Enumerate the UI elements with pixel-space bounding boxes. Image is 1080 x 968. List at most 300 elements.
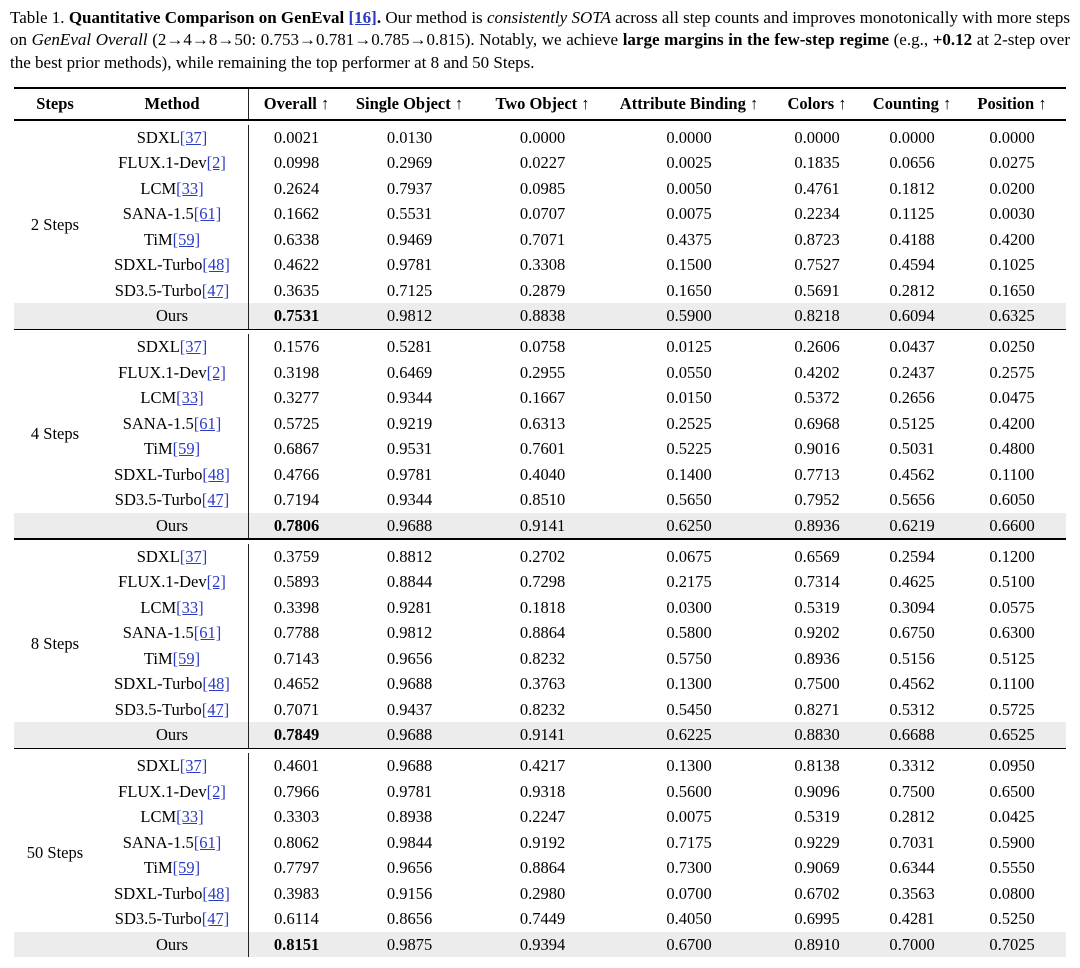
value-cell: 0.4622 bbox=[248, 252, 344, 278]
value-cell: 0.8830 bbox=[794, 725, 840, 745]
value-cell: 0.4562 bbox=[889, 674, 935, 694]
steps-cell-spacer bbox=[14, 125, 96, 151]
steps-cell-spacer bbox=[14, 753, 96, 779]
value-cell: 0.0250 bbox=[989, 337, 1035, 357]
value-cell: 0.4562 bbox=[889, 464, 935, 484]
table-row bbox=[14, 779, 1066, 805]
value-cell: 0.8723 bbox=[794, 229, 840, 249]
value-cell: 0.1400 bbox=[666, 464, 712, 484]
method-name: SD3.5-Turbo bbox=[114, 280, 202, 300]
value-cell: 0.7797 bbox=[248, 855, 344, 881]
citation-link[interactable]: [37] bbox=[179, 127, 208, 147]
method-name: SANA-1.5 bbox=[122, 623, 194, 643]
method-name: SDXL bbox=[136, 756, 180, 776]
value-cell: 0.0475 bbox=[989, 388, 1035, 408]
value-cell: 0.8232 bbox=[519, 648, 566, 668]
method-name: SDXL-Turbo bbox=[114, 464, 203, 484]
value-cell: 0.9141 bbox=[519, 515, 566, 535]
value-cell: 0.4601 bbox=[248, 753, 344, 779]
value-cell: 0.0025 bbox=[666, 153, 712, 173]
value-cell: 0.0000 bbox=[989, 127, 1035, 147]
column-header-position: Position ↑ bbox=[977, 93, 1047, 113]
value-cell: 0.2175 bbox=[666, 572, 712, 592]
value-cell: 0.8838 bbox=[519, 306, 566, 326]
steps-label: 50 Steps bbox=[26, 843, 84, 863]
column-header-colors: Colors ↑ bbox=[787, 93, 847, 113]
value-cell: 0.9229 bbox=[794, 832, 840, 852]
value-cell: 0.7500 bbox=[794, 674, 840, 694]
method-cell bbox=[96, 646, 248, 672]
value-cell: 0.6300 bbox=[989, 623, 1035, 643]
citation-link[interactable]: [61] bbox=[193, 623, 222, 643]
table-row bbox=[14, 881, 1066, 907]
method-cell bbox=[96, 830, 248, 856]
table-row bbox=[14, 150, 1066, 176]
value-cell: 0.8218 bbox=[794, 306, 840, 326]
caption-title: Quantitative Comparison on GenEval bbox=[68, 8, 349, 27]
value-cell: 0.6094 bbox=[889, 306, 935, 326]
value-cell: 0.6968 bbox=[794, 413, 840, 433]
citation-link[interactable]: [2] bbox=[206, 153, 226, 173]
value-cell: 0.5600 bbox=[666, 781, 712, 801]
value-cell: 0.6050 bbox=[989, 490, 1035, 510]
method-name: LCM bbox=[140, 388, 177, 408]
value-cell: 0.5450 bbox=[666, 699, 712, 719]
citation-link[interactable]: [2] bbox=[206, 781, 226, 801]
method-cell bbox=[96, 855, 248, 881]
value-cell: 0.7449 bbox=[519, 909, 566, 929]
steps-cell-spacer bbox=[14, 881, 96, 907]
value-cell: 0.9141 bbox=[519, 725, 566, 745]
value-cell: 0.9096 bbox=[794, 781, 840, 801]
citation-link[interactable]: [33] bbox=[176, 388, 204, 408]
value-cell: 0.9016 bbox=[794, 439, 840, 459]
value-cell: 0.0425 bbox=[989, 807, 1035, 827]
value-cell: 0.7937 bbox=[386, 178, 433, 198]
value-cell: 0.0275 bbox=[989, 153, 1035, 173]
value-cell: 0.0800 bbox=[989, 883, 1035, 903]
value-cell: 0.7031 bbox=[889, 832, 935, 852]
value-cell: 0.3277 bbox=[248, 385, 344, 411]
method-name: LCM bbox=[140, 597, 177, 617]
method-cell bbox=[96, 932, 248, 958]
citation-link[interactable]: [61] bbox=[193, 204, 222, 224]
value-cell: 0.2437 bbox=[889, 362, 935, 382]
value-cell: 0.9844 bbox=[386, 832, 433, 852]
method-name: LCM bbox=[140, 807, 177, 827]
method-cell bbox=[96, 881, 248, 907]
value-cell: 0.5531 bbox=[386, 204, 433, 224]
value-cell: 0.9781 bbox=[386, 781, 433, 801]
value-cell: 0.4800 bbox=[989, 439, 1035, 459]
method-name: SD3.5-Turbo bbox=[114, 699, 202, 719]
citation-link[interactable]: [48] bbox=[202, 883, 230, 903]
method-name: Ours bbox=[155, 306, 189, 326]
value-cell: 0.3635 bbox=[248, 278, 344, 304]
column-header-attribute-binding: Attribute Binding ↑ bbox=[619, 93, 759, 113]
method-cell bbox=[96, 671, 248, 697]
steps-cell-spacer bbox=[14, 779, 96, 805]
value-cell: 0.8656 bbox=[386, 909, 433, 929]
value-cell: 0.4766 bbox=[248, 462, 344, 488]
method-cell bbox=[96, 697, 248, 723]
citation-link[interactable]: [61] bbox=[193, 832, 222, 852]
value-cell: 0.8510 bbox=[519, 490, 566, 510]
value-cell: 0.7966 bbox=[248, 779, 344, 805]
value-cell: 0.0656 bbox=[889, 153, 935, 173]
value-cell: 0.0030 bbox=[989, 204, 1035, 224]
value-cell: 0.3763 bbox=[519, 674, 566, 694]
value-cell: 0.0550 bbox=[666, 362, 712, 382]
value-cell: 0.9437 bbox=[386, 699, 433, 719]
citation-link[interactable]: [59] bbox=[172, 648, 201, 668]
ours-row bbox=[14, 932, 1066, 958]
value-cell: 0.1650 bbox=[989, 280, 1035, 300]
value-cell: 0.0000 bbox=[519, 127, 566, 147]
steps-cell-spacer bbox=[14, 513, 96, 539]
value-cell: 0.8138 bbox=[794, 756, 840, 776]
value-cell: 0.5156 bbox=[889, 648, 935, 668]
ours-row bbox=[14, 722, 1066, 748]
table-row bbox=[14, 411, 1066, 437]
value-cell: 0.4188 bbox=[889, 229, 935, 249]
steps-cell-spacer bbox=[14, 544, 96, 570]
method-cell bbox=[96, 620, 248, 646]
value-cell: 0.0000 bbox=[889, 127, 935, 147]
value-cell: 0.2234 bbox=[794, 204, 840, 224]
value-cell: 0.0150 bbox=[666, 388, 712, 408]
method-name: SDXL bbox=[136, 546, 180, 566]
value-cell: 0.6995 bbox=[794, 909, 840, 929]
value-cell: 0.8844 bbox=[386, 572, 433, 592]
steps-cell-spacer bbox=[14, 334, 96, 360]
method-name: SD3.5-Turbo bbox=[114, 490, 202, 510]
value-cell: 0.1300 bbox=[666, 674, 712, 694]
value-cell: 0.5100 bbox=[989, 572, 1035, 592]
value-cell: 0.0575 bbox=[989, 597, 1035, 617]
value-cell: 0.7806 bbox=[248, 513, 344, 539]
table-row bbox=[14, 436, 1066, 462]
value-cell: 0.0000 bbox=[794, 127, 840, 147]
value-cell: 0.3398 bbox=[248, 595, 344, 621]
citation-link[interactable]: [33] bbox=[176, 807, 204, 827]
method-cell bbox=[96, 385, 248, 411]
value-cell: 0.4200 bbox=[989, 413, 1035, 433]
method-cell bbox=[96, 906, 248, 932]
value-cell: 0.1667 bbox=[519, 388, 566, 408]
citation-link[interactable]: [47] bbox=[201, 699, 230, 719]
method-cell bbox=[96, 360, 248, 386]
method-name: SDXL-Turbo bbox=[114, 674, 203, 694]
method-cell bbox=[96, 544, 248, 570]
group-rows bbox=[14, 334, 1066, 538]
value-cell: 0.2812 bbox=[889, 807, 935, 827]
value-cell: 0.6702 bbox=[794, 883, 840, 903]
value-cell: 0.9344 bbox=[386, 388, 433, 408]
steps-cell-spacer bbox=[14, 722, 96, 748]
value-cell: 0.7500 bbox=[889, 781, 935, 801]
value-cell: 0.5900 bbox=[666, 306, 712, 326]
table-row bbox=[14, 125, 1066, 151]
value-cell: 0.3983 bbox=[248, 881, 344, 907]
value-cell: 0.3312 bbox=[889, 756, 935, 776]
value-cell: 0.2702 bbox=[519, 546, 566, 566]
value-cell: 0.2812 bbox=[889, 280, 935, 300]
comparison-table bbox=[14, 87, 1066, 958]
table-row bbox=[14, 753, 1066, 779]
value-cell: 0.9812 bbox=[386, 306, 433, 326]
value-cell: 0.1125 bbox=[889, 204, 935, 224]
value-cell: 0.7531 bbox=[248, 303, 344, 329]
value-cell: 0.0707 bbox=[519, 204, 566, 224]
method-cell bbox=[96, 595, 248, 621]
value-cell: 0.3094 bbox=[889, 597, 935, 617]
caption-emphasis: consistently SOTA bbox=[486, 8, 611, 27]
method-name: FLUX.1-Dev bbox=[118, 572, 207, 592]
method-name: SDXL-Turbo bbox=[114, 883, 203, 903]
method-name: FLUX.1-Dev bbox=[118, 153, 207, 173]
citation-link[interactable]: [47] bbox=[201, 490, 230, 510]
caption-text: across all step counts and improves monotonically with more steps on bbox=[10, 8, 1070, 50]
value-cell: 0.4281 bbox=[889, 909, 935, 929]
value-cell: 0.5225 bbox=[666, 439, 712, 459]
value-cell: 0.7601 bbox=[519, 439, 566, 459]
table-row bbox=[14, 804, 1066, 830]
group-rows bbox=[14, 125, 1066, 329]
steps-cell-spacer bbox=[14, 671, 96, 697]
table-row bbox=[14, 569, 1066, 595]
value-cell: 0.0950 bbox=[989, 756, 1035, 776]
value-cell: 0.7788 bbox=[248, 620, 344, 646]
value-cell: 0.6219 bbox=[889, 515, 935, 535]
value-cell: 0.6325 bbox=[989, 306, 1035, 326]
value-cell: 0.5750 bbox=[666, 648, 712, 668]
value-cell: 0.5312 bbox=[889, 699, 935, 719]
caption-text: (2→4→8→50: 0.753→0.781→0.785→0.815). Notably, we achieve bbox=[147, 30, 623, 50]
value-cell: 0.8938 bbox=[386, 807, 433, 827]
value-cell: 0.9656 bbox=[386, 648, 433, 668]
value-cell: 0.4202 bbox=[794, 362, 840, 382]
method-name: SANA-1.5 bbox=[122, 204, 194, 224]
steps-cell-spacer bbox=[14, 252, 96, 278]
method-name: SANA-1.5 bbox=[122, 413, 194, 433]
value-cell: 0.3303 bbox=[248, 804, 344, 830]
method-cell bbox=[96, 779, 248, 805]
value-cell: 0.9781 bbox=[386, 255, 433, 275]
caption-text: (e.g., bbox=[889, 30, 933, 50]
column-header-steps: Steps bbox=[36, 93, 74, 113]
table-row bbox=[14, 855, 1066, 881]
group-rows bbox=[14, 753, 1066, 957]
value-cell: 0.8864 bbox=[519, 858, 566, 878]
value-cell: 0.1818 bbox=[519, 597, 566, 617]
column-header-overall: Overall ↑ bbox=[248, 89, 344, 119]
value-cell: 0.1200 bbox=[989, 546, 1035, 566]
steps-cell-spacer bbox=[14, 697, 96, 723]
value-cell: 0.9812 bbox=[386, 623, 433, 643]
value-cell: 0.0075 bbox=[666, 807, 712, 827]
steps-cell-spacer bbox=[14, 487, 96, 513]
value-cell: 0.9219 bbox=[386, 413, 433, 433]
value-cell: 0.4594 bbox=[889, 255, 935, 275]
method-name: SD3.5-Turbo bbox=[114, 909, 202, 929]
value-cell: 0.9656 bbox=[386, 858, 433, 878]
table-row bbox=[14, 697, 1066, 723]
value-cell: 0.8232 bbox=[519, 699, 566, 719]
citation-link[interactable]: [48] bbox=[202, 674, 230, 694]
value-cell: 0.0125 bbox=[666, 337, 712, 357]
ours-row bbox=[14, 513, 1066, 539]
group-rows bbox=[14, 544, 1066, 748]
value-cell: 0.8910 bbox=[794, 934, 840, 954]
value-cell: 0.8271 bbox=[794, 699, 840, 719]
value-cell: 0.9394 bbox=[519, 934, 566, 954]
steps-cell-spacer bbox=[14, 303, 96, 329]
table-row bbox=[14, 830, 1066, 856]
citation-link[interactable]: [59] bbox=[172, 229, 201, 249]
table-row bbox=[14, 671, 1066, 697]
method-cell bbox=[96, 411, 248, 437]
value-cell: 0.4050 bbox=[666, 909, 712, 929]
table-row bbox=[14, 620, 1066, 646]
value-cell: 0.9281 bbox=[386, 597, 433, 617]
value-cell: 0.6750 bbox=[889, 623, 935, 643]
value-cell: 0.5125 bbox=[989, 648, 1035, 668]
table-row bbox=[14, 646, 1066, 672]
column-header-two-object: Two Object ↑ bbox=[495, 93, 590, 113]
method-name: SDXL-Turbo bbox=[114, 255, 203, 275]
value-cell: 0.5900 bbox=[989, 832, 1035, 852]
method-cell bbox=[96, 804, 248, 830]
value-cell: 0.5893 bbox=[248, 569, 344, 595]
method-name: SDXL bbox=[136, 127, 180, 147]
value-cell: 0.8062 bbox=[248, 830, 344, 856]
value-cell: 0.6700 bbox=[666, 934, 712, 954]
method-name: SDXL bbox=[136, 337, 180, 357]
value-cell: 0.2656 bbox=[889, 388, 935, 408]
value-cell: 0.6867 bbox=[248, 436, 344, 462]
caption-text: at 2-step over the best prior methods), while remaining the top performer at 8 and 50 Steps. bbox=[10, 30, 1070, 72]
value-cell: 0.9192 bbox=[519, 832, 566, 852]
citation-link[interactable]: [37] bbox=[179, 756, 208, 776]
value-cell: 0.7194 bbox=[248, 487, 344, 513]
value-cell: 0.8812 bbox=[386, 546, 433, 566]
citation-link[interactable]: [33] bbox=[176, 597, 204, 617]
value-cell: 0.3308 bbox=[519, 255, 566, 275]
value-cell: 0.9688 bbox=[386, 674, 433, 694]
value-cell: 0.1662 bbox=[248, 201, 344, 227]
table-row bbox=[14, 278, 1066, 304]
value-cell: 0.0300 bbox=[666, 597, 712, 617]
value-cell: 0.1500 bbox=[666, 255, 712, 275]
value-cell: 0.0985 bbox=[519, 178, 566, 198]
value-cell: 0.2525 bbox=[666, 413, 712, 433]
caption-emphasis: GenEval Overall bbox=[31, 30, 148, 50]
value-cell: 0.0075 bbox=[666, 204, 712, 224]
citation-link[interactable]: [47] bbox=[201, 909, 230, 929]
steps-cell-spacer bbox=[14, 360, 96, 386]
citation-link[interactable]: [37] bbox=[179, 337, 208, 357]
citation-link[interactable]: [33] bbox=[176, 178, 204, 198]
value-cell: 0.0200 bbox=[989, 178, 1035, 198]
table-row bbox=[14, 227, 1066, 253]
method-cell bbox=[96, 278, 248, 304]
value-cell: 0.6313 bbox=[519, 413, 566, 433]
method-name: FLUX.1-Dev bbox=[118, 781, 207, 801]
table-row bbox=[14, 595, 1066, 621]
steps-label: 8 Steps bbox=[30, 633, 80, 653]
steps-cell-spacer bbox=[14, 804, 96, 830]
value-cell: 0.6250 bbox=[666, 515, 712, 535]
value-cell: 0.5250 bbox=[989, 909, 1035, 929]
caption-text: Our method is bbox=[385, 8, 487, 27]
method-name: SANA-1.5 bbox=[122, 832, 194, 852]
value-cell: 0.2606 bbox=[794, 337, 840, 357]
value-cell: 0.0758 bbox=[519, 337, 566, 357]
steps-label: 4 Steps bbox=[30, 424, 80, 444]
value-cell: 0.5656 bbox=[889, 490, 935, 510]
method-cell bbox=[96, 252, 248, 278]
value-cell: 0.2879 bbox=[519, 280, 566, 300]
steps-cell-spacer bbox=[14, 150, 96, 176]
value-cell: 0.5125 bbox=[889, 413, 935, 433]
value-cell: 0.0998 bbox=[248, 150, 344, 176]
value-cell: 0.6344 bbox=[889, 858, 935, 878]
value-cell: 0.8936 bbox=[794, 648, 840, 668]
citation-link[interactable]: [61] bbox=[193, 413, 222, 433]
citation-link[interactable]: [2] bbox=[206, 362, 226, 382]
method-cell bbox=[96, 227, 248, 253]
citation-link[interactable]: [2] bbox=[206, 572, 226, 592]
value-cell: 0.9688 bbox=[386, 515, 433, 535]
citation-link[interactable]: [48] bbox=[202, 464, 230, 484]
method-name: TiM bbox=[143, 439, 173, 459]
value-cell: 0.9202 bbox=[794, 623, 840, 643]
value-cell: 0.9156 bbox=[386, 883, 433, 903]
value-cell: 0.7125 bbox=[386, 280, 433, 300]
value-cell: 0.8936 bbox=[794, 515, 840, 535]
value-cell: 0.5319 bbox=[794, 597, 840, 617]
citation-link[interactable]: [48] bbox=[202, 255, 230, 275]
value-cell: 0.5725 bbox=[248, 411, 344, 437]
value-cell: 0.5725 bbox=[989, 699, 1035, 719]
value-cell: 0.2980 bbox=[519, 883, 566, 903]
value-cell: 0.2955 bbox=[519, 362, 566, 382]
table-row bbox=[14, 201, 1066, 227]
value-cell: 0.0700 bbox=[666, 883, 712, 903]
citation-link[interactable]: [47] bbox=[201, 280, 230, 300]
method-cell bbox=[96, 303, 248, 329]
value-cell: 0.7300 bbox=[666, 858, 712, 878]
citation-link[interactable]: [37] bbox=[179, 546, 208, 566]
caption-text: . bbox=[376, 8, 386, 27]
value-cell: 0.5550 bbox=[989, 858, 1035, 878]
value-cell: 0.0437 bbox=[889, 337, 935, 357]
value-cell: 0.7527 bbox=[794, 255, 840, 275]
steps-cell-spacer bbox=[14, 462, 96, 488]
method-cell bbox=[96, 150, 248, 176]
citation-link[interactable]: [59] bbox=[172, 858, 201, 878]
citation-link[interactable]: [59] bbox=[172, 439, 201, 459]
value-cell: 0.5319 bbox=[794, 807, 840, 827]
citation-link[interactable]: [16] bbox=[348, 8, 377, 27]
value-cell: 0.7175 bbox=[666, 832, 712, 852]
value-cell: 0.8151 bbox=[248, 932, 344, 958]
method-cell bbox=[96, 722, 248, 748]
value-cell: 0.7071 bbox=[248, 697, 344, 723]
value-cell: 0.6569 bbox=[794, 546, 840, 566]
method-name: LCM bbox=[140, 178, 177, 198]
